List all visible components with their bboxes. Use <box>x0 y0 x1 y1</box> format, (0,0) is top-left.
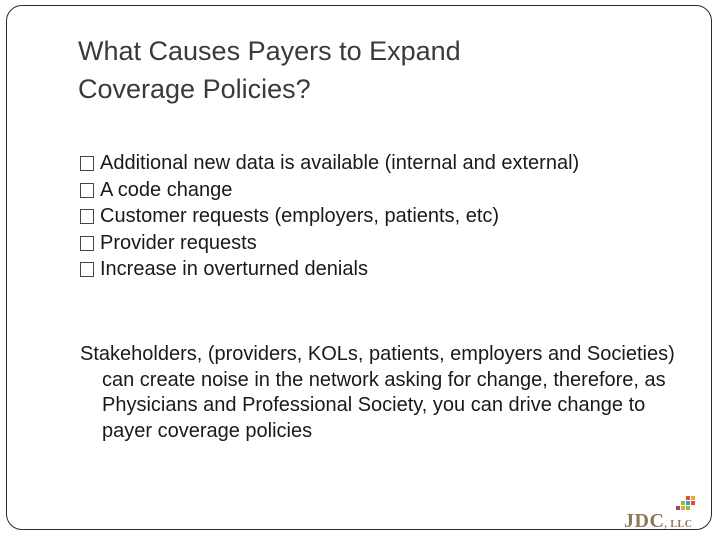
bullet-text: A code change <box>100 178 233 201</box>
bullet-text: Additional new data is available (internal and external) <box>100 152 580 174</box>
checkbox-bullet-icon <box>80 236 94 251</box>
bullet-text: Customer requests (employers, patients, etc) <box>100 205 500 227</box>
bullet-text: Provider requests <box>100 231 257 254</box>
logo-text: JDC, LLC <box>624 510 693 532</box>
bullet-item <box>80 203 579 230</box>
bullet-item <box>80 230 579 257</box>
checkbox-bullet-icon <box>80 183 94 198</box>
bullet-text: Increase in overturned denials <box>100 258 368 280</box>
checkbox-bullet-icon <box>80 156 94 171</box>
slide-title: What Causes Payers to Expand Coverage Policies? <box>78 36 461 104</box>
checkbox-bullet-icon <box>80 209 94 224</box>
bullet-item <box>80 150 579 177</box>
checkbox-bullet-icon <box>80 262 94 277</box>
bullet-item <box>80 256 579 283</box>
company-logo <box>624 496 710 532</box>
body-paragraph: Stakeholders, (providers, KOLs, patients, employers and Societies) can create noise in the network asking for change, therefore, as Physicians and Professional Society, you can drive change to payer coverage policies <box>80 343 675 442</box>
bullet-list <box>80 150 579 283</box>
bullet-item <box>80 177 579 204</box>
